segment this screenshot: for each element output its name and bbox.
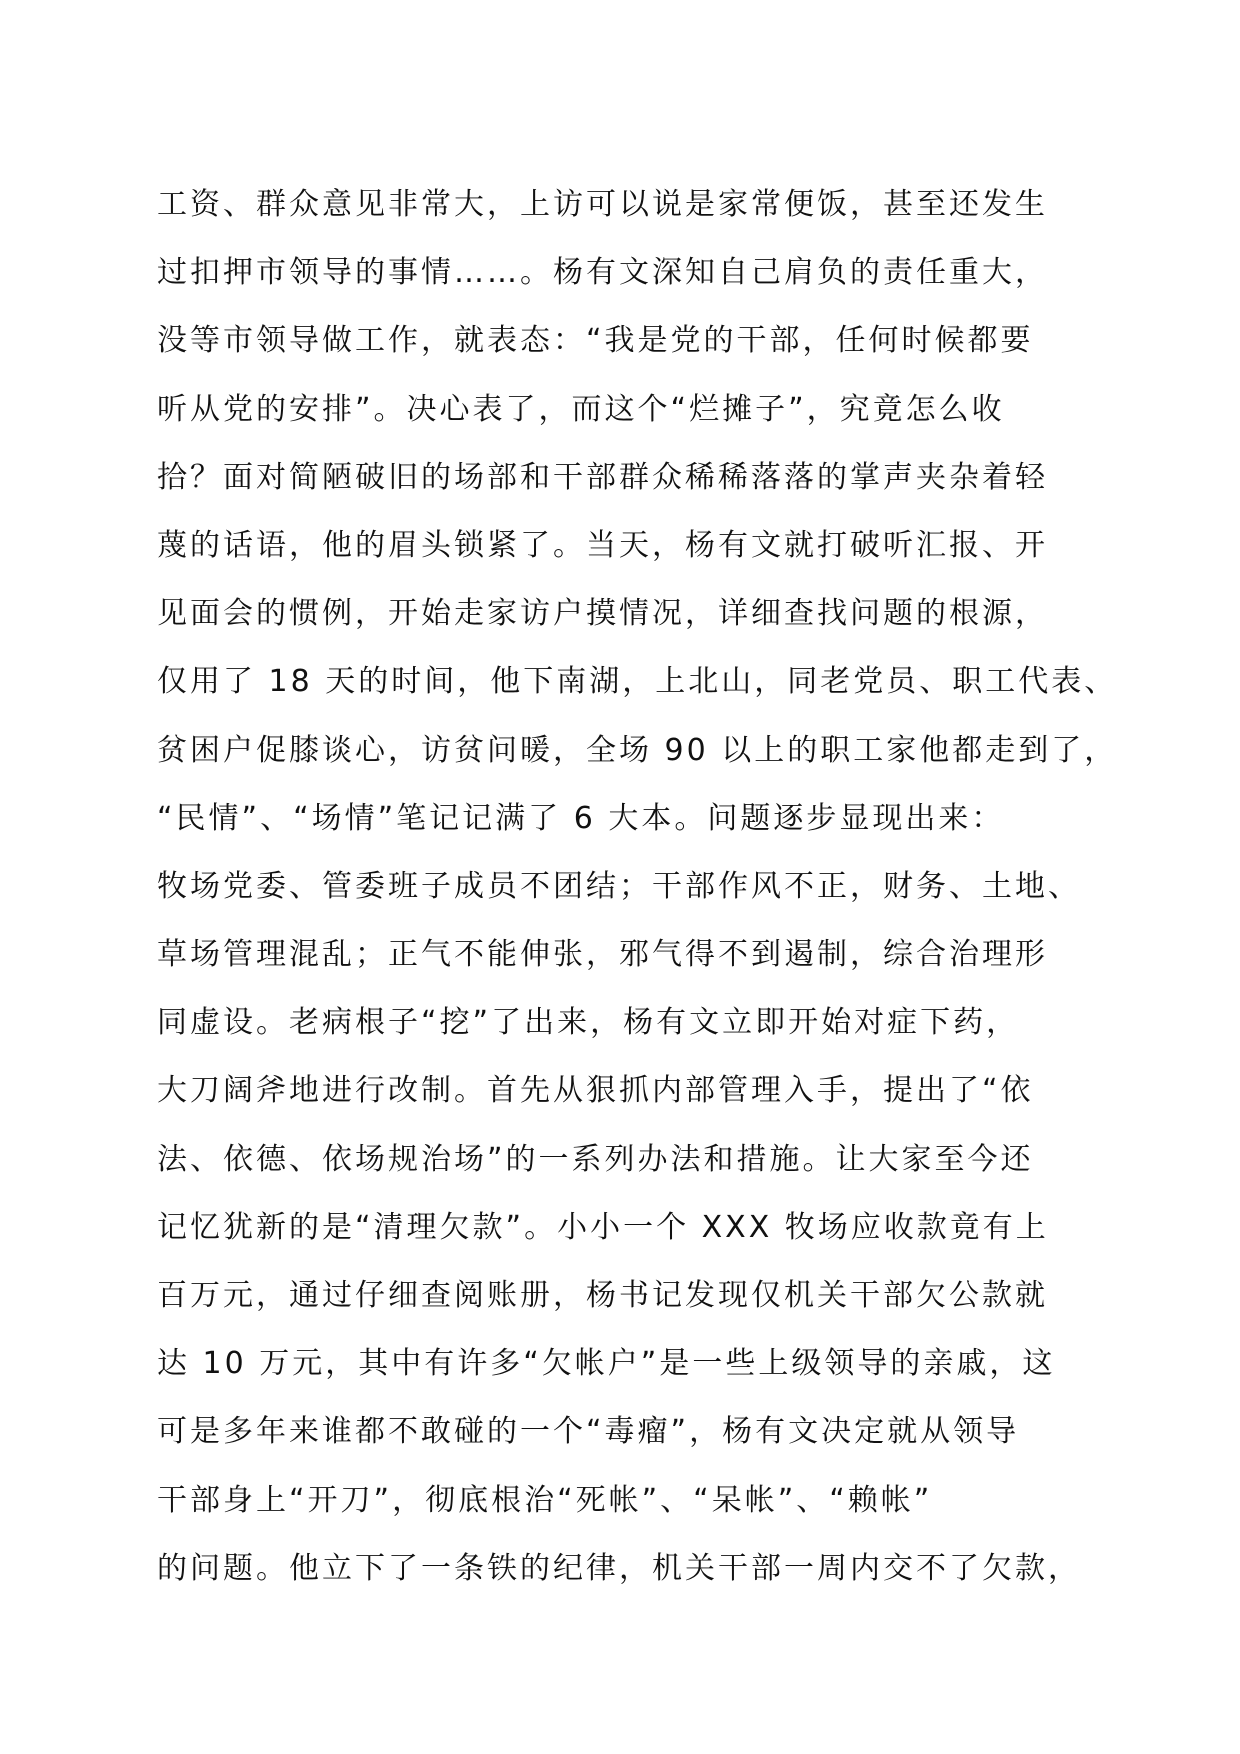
text-line: 同虚设。老病根子“挖”了出来，杨有文立即开始对症下药， xyxy=(157,1005,1020,1041)
text-line: 牧场党委、管委班子成员不团结；干部作风不正，财务、土地、 xyxy=(157,868,1081,904)
text-line: 记忆犹新的是“清理欠款”。小小一个 XXX 牧场应收款竟有上 xyxy=(157,1209,1049,1245)
text-line: 干部身上“开刀”，彻底根治“死帐”、“呆帐”、“赖帐” xyxy=(157,1482,933,1518)
text-line: 工资、群众意见非常大，上访可以说是家常便饭，甚至还发生 xyxy=(157,187,1048,222)
text-line: “民情”、“场情”笔记记满了 6 大本。问题逐步显现出来： xyxy=(157,800,1005,836)
text-line: 蔑的话语，他的眉头锁紧了。当天，杨有文就打破听汇报、开 xyxy=(157,527,1048,563)
text-line: 的问题。他立下了一条铁的纪律，机关干部一周内交不了欠款， xyxy=(157,1550,1081,1586)
text-line: 达 10 万元，其中有许多“欠帐户”是一些上级领导的亲戚，这 xyxy=(157,1346,1056,1382)
text-line: 见面会的惯例，开始走家访户摸情况，详细查找问题的根源， xyxy=(157,596,1048,632)
text-line: 可是多年来谁都不敢碰的一个“毒瘤”，杨有文决定就从领导 xyxy=(157,1414,1020,1450)
text-line: 贫困户促膝谈心，访贫问暖，全场 90 以上的职工家他都走到了， xyxy=(157,732,1118,768)
text-line: 拾？面对简陋破旧的场部和干部群众稀稀落落的掌声夹杂着轻 xyxy=(157,459,1048,495)
text-line: 大刀阔斧地进行改制。首先从狠抓内部管理入手，提出了“依 xyxy=(157,1073,1034,1109)
text-line: 法、依德、依场规治场”的一系列办法和措施。让大家至今还 xyxy=(157,1141,1034,1177)
text-line: 百万元，通过仔细查阅账册，杨书记发现仅机关干部欠公款就 xyxy=(157,1278,1048,1313)
text-line: 没等市领导做工作，就表态：“我是党的干部，任何时候都要 xyxy=(157,323,1034,359)
text-line: 听从党的安排”。决心表了，而这个“烂摊子”，究竟怎么收 xyxy=(157,391,1005,427)
text-line: 过扣押市领导的事情……。杨有文深知自己肩负的责任重大， xyxy=(157,255,1048,291)
text-line: 草场管理混乱；正气不能伸张，邪气得不到遏制，综合治理形 xyxy=(157,937,1048,973)
document-body-text xyxy=(157,187,1118,1622)
text-line: 仅用了 18 天的时间，他下南湖，上北山，同老党员、职工代表、 xyxy=(157,664,1118,700)
